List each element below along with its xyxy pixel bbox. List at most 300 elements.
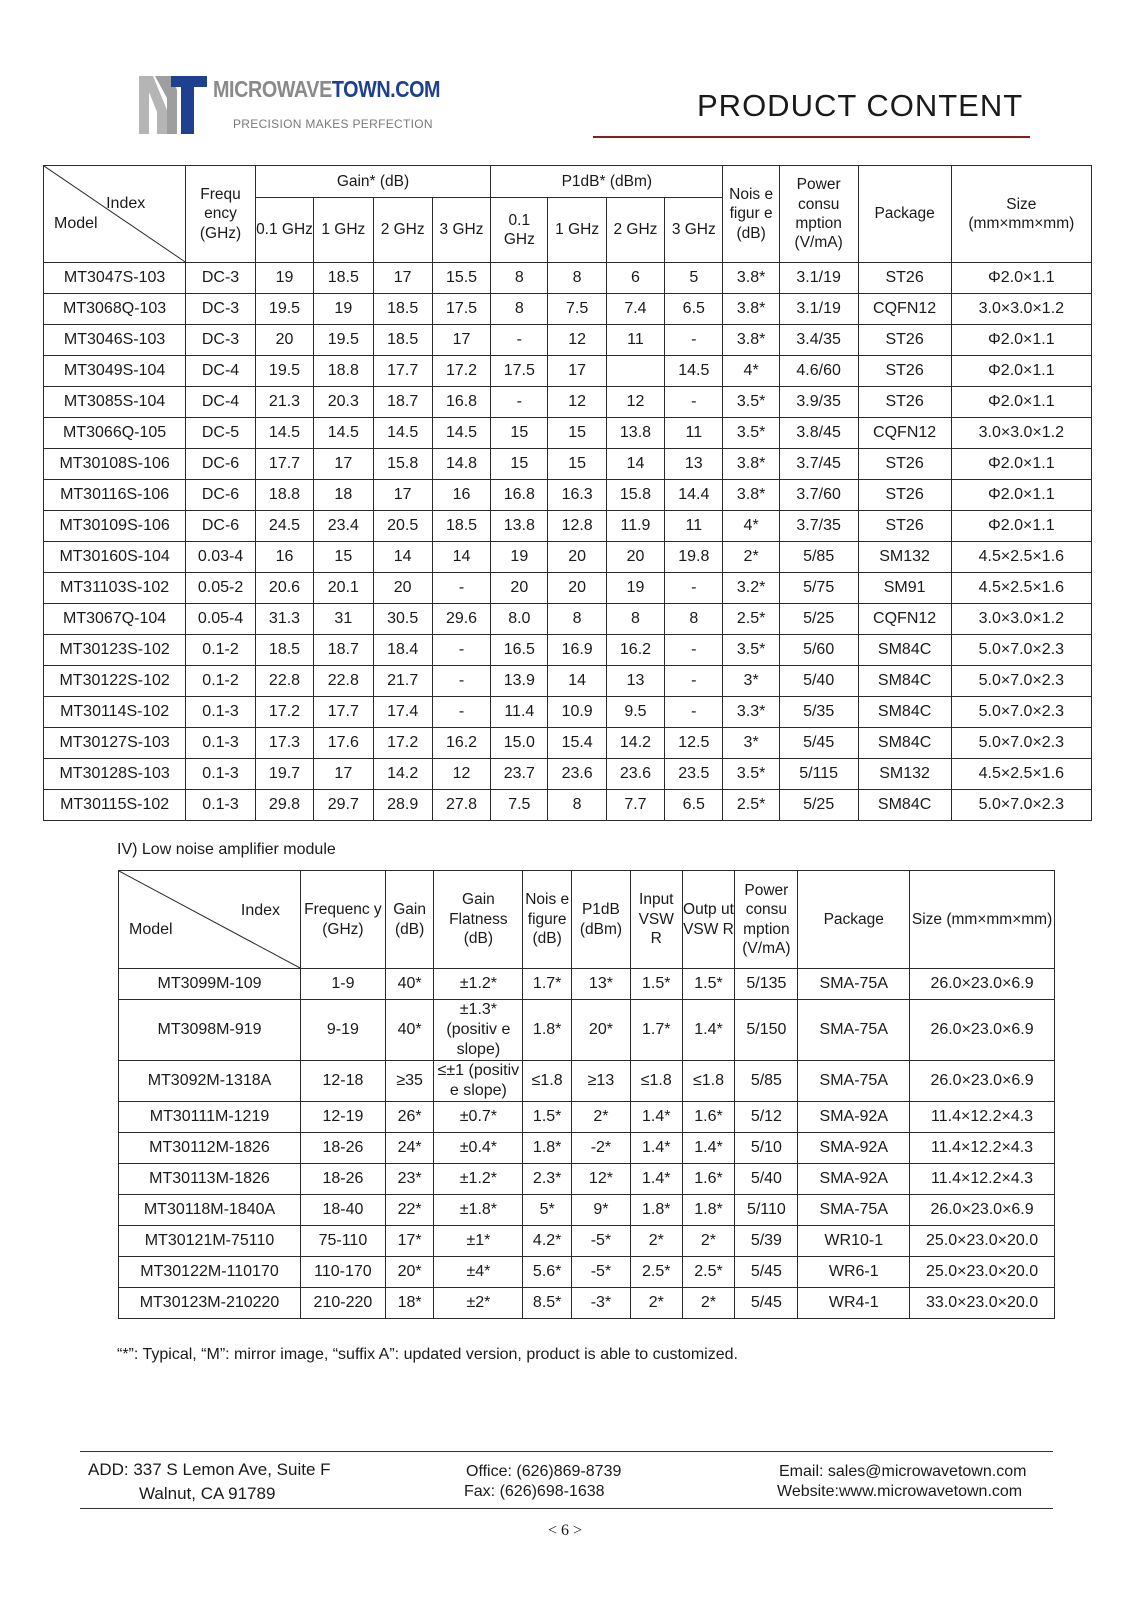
- table-cell: 1.8*: [630, 1195, 682, 1226]
- model-cell: MT3098M-919: [119, 1000, 301, 1061]
- table-cell: 14: [606, 449, 664, 480]
- table-cell: 7.7: [606, 790, 664, 821]
- table-cell: 27.8: [432, 790, 490, 821]
- table-cell: WR6-1: [798, 1257, 910, 1288]
- table-row: [119, 1257, 1055, 1288]
- table-cell: -: [432, 697, 490, 728]
- corner-index-label: Index: [106, 195, 146, 212]
- table-cell: 0.1-3: [186, 790, 256, 821]
- model-cell: MT3068Q-103: [44, 294, 186, 325]
- table-row: [44, 480, 1092, 511]
- table-cell: 3.3*: [723, 697, 779, 728]
- table-cell: 14.2: [606, 728, 664, 759]
- table-row: [119, 969, 1055, 1000]
- table-cell: 9-19: [301, 1000, 386, 1061]
- table-cell: 20.3: [314, 387, 373, 418]
- header-input-vswr: Input VSW R: [630, 871, 682, 969]
- header-p1db-3ghz: 3 GHz: [665, 198, 723, 263]
- table-cell: [606, 356, 664, 387]
- table-cell: 12: [548, 387, 606, 418]
- table-row: [44, 666, 1092, 697]
- table-cell: 8: [548, 604, 606, 635]
- table-cell: 11.4×12.2×4.3: [910, 1133, 1055, 1164]
- table-cell: 6.5: [665, 790, 723, 821]
- table-cell: 3.7/60: [779, 480, 858, 511]
- table-cell: WR10-1: [798, 1226, 910, 1257]
- model-cell: MT30111M-1219: [119, 1102, 301, 1133]
- table-cell: -: [432, 635, 490, 666]
- table-cell: 9.5: [606, 697, 664, 728]
- table-row: [44, 511, 1092, 542]
- table-cell: DC-4: [186, 387, 256, 418]
- table-cell: SMA-75A: [798, 1195, 910, 1226]
- table-cell: 22*: [385, 1195, 434, 1226]
- header-gain-flatness: Gain Flatness (dB): [434, 871, 523, 969]
- table-cell: 13: [606, 666, 664, 697]
- table-cell: 16.5: [491, 635, 548, 666]
- table-cell: 5/60: [779, 635, 858, 666]
- model-cell: MT30122S-102: [44, 666, 186, 697]
- model-cell: MT30113M-1826: [119, 1164, 301, 1195]
- table-cell: 12: [548, 325, 606, 356]
- table-cell: 19.5: [314, 325, 373, 356]
- table-cell: 14: [432, 542, 490, 573]
- table-row: [119, 1288, 1055, 1319]
- table-cell: 0.1-2: [186, 666, 256, 697]
- table-cell: 20: [606, 542, 664, 573]
- table-row: [44, 790, 1092, 821]
- table-cell: 8: [548, 263, 606, 294]
- table-cell: 1.7*: [630, 1000, 682, 1061]
- table-cell: ST26: [858, 325, 951, 356]
- corner-header: [44, 166, 186, 263]
- footer-bottom-rule: [80, 1508, 1053, 1509]
- table-cell: 18-26: [301, 1164, 386, 1195]
- model-cell: MT30121M-75110: [119, 1226, 301, 1257]
- table-cell: 5/40: [735, 1164, 798, 1195]
- table-cell: 3.0×3.0×1.2: [951, 418, 1091, 449]
- mt-logo-mark-icon: [137, 72, 209, 138]
- table-cell: 11: [665, 511, 723, 542]
- table-row: [44, 697, 1092, 728]
- model-cell: MT30128S-103: [44, 759, 186, 790]
- table-cell: 2*: [630, 1288, 682, 1319]
- table-cell: Φ2.0×1.1: [951, 263, 1091, 294]
- table-cell: 1.6*: [682, 1102, 735, 1133]
- logo-wordmark: MICROWAVETOWN.COM: [213, 76, 441, 102]
- table-cell: 19.5: [255, 356, 313, 387]
- table-cell: 33.0×23.0×20.0: [910, 1288, 1055, 1319]
- table-cell: 25.0×23.0×20.0: [910, 1226, 1055, 1257]
- table-cell: 1.4*: [682, 1000, 735, 1061]
- table-cell: 24*: [385, 1133, 434, 1164]
- table-cell: 14.4: [665, 480, 723, 511]
- table-cell: 5/35: [779, 697, 858, 728]
- table-cell: 6.5: [665, 294, 723, 325]
- table-cell: 13.8: [606, 418, 664, 449]
- footer-top-rule: [80, 1451, 1053, 1452]
- table-cell: CQFN12: [858, 604, 951, 635]
- table-cell: 26.0×23.0×6.9: [910, 1195, 1055, 1226]
- table-cell: 12: [606, 387, 664, 418]
- table-cell: SM84C: [858, 728, 951, 759]
- table-cell: 17.7: [255, 449, 313, 480]
- table-cell: 3.0×3.0×1.2: [951, 294, 1091, 325]
- model-cell: MT3092M-1318A: [119, 1061, 301, 1102]
- table-row: [44, 759, 1092, 790]
- table-cell: 5/85: [735, 1061, 798, 1102]
- table-cell: 5*: [523, 1195, 572, 1226]
- corner-model-label: Model: [54, 215, 98, 232]
- table-cell: ≤1.8: [523, 1061, 572, 1102]
- table-cell: 18.8: [314, 356, 373, 387]
- table-row: [44, 387, 1092, 418]
- company-logo: [137, 72, 441, 138]
- table-cell: 3.8*: [723, 480, 779, 511]
- table-cell: 17: [432, 325, 490, 356]
- model-cell: MT3085S-104: [44, 387, 186, 418]
- table-cell: 16.2: [606, 635, 664, 666]
- table-cell: ±4*: [434, 1257, 523, 1288]
- footer-website: Website:www.microwavetown.com: [777, 1483, 1023, 1500]
- table-cell: 29.6: [432, 604, 490, 635]
- table-cell: 5/12: [735, 1102, 798, 1133]
- table-cell: 210-220: [301, 1288, 386, 1319]
- model-cell: MT30115S-102: [44, 790, 186, 821]
- table-cell: 14: [548, 666, 606, 697]
- table-cell: 11.4×12.2×4.3: [910, 1164, 1055, 1195]
- table-cell: 15.0: [491, 728, 548, 759]
- table-cell: 13.8: [491, 511, 548, 542]
- corner-index-label: Index: [240, 902, 281, 919]
- table-cell: 8: [491, 294, 548, 325]
- table-cell: 16.8: [432, 387, 490, 418]
- table-cell: 15.4: [548, 728, 606, 759]
- table-cell: 1.8*: [523, 1000, 572, 1061]
- table-cell: 20: [548, 573, 606, 604]
- table-cell: 3.7/35: [779, 511, 858, 542]
- table-cell: 0.1-3: [186, 759, 256, 790]
- table-cell: 31.3: [255, 604, 313, 635]
- table-cell: 15: [314, 542, 373, 573]
- table-cell: 17.4: [373, 697, 432, 728]
- table-cell: 15: [548, 418, 606, 449]
- table-cell: 15: [548, 449, 606, 480]
- table-row: [44, 263, 1092, 294]
- table-cell: 3.0×3.0×1.2: [951, 604, 1091, 635]
- table-cell: 4.5×2.5×1.6: [951, 542, 1091, 573]
- table-cell: 5/75: [779, 573, 858, 604]
- table-cell: 23.6: [606, 759, 664, 790]
- table-cell: -: [665, 573, 723, 604]
- table-cell: 23*: [385, 1164, 434, 1195]
- logo-tagline: PRECISION MAKES PERFECTION: [233, 117, 433, 131]
- table-cell: 22.8: [255, 666, 313, 697]
- table-cell: DC-3: [186, 263, 256, 294]
- model-cell: MT3046S-103: [44, 325, 186, 356]
- table-cell: 18*: [385, 1288, 434, 1319]
- table-cell: ≥35: [385, 1061, 434, 1102]
- table-cell: 15.5: [432, 263, 490, 294]
- table-cell: ±0.4*: [434, 1133, 523, 1164]
- table-cell: 5.0×7.0×2.3: [951, 635, 1091, 666]
- model-cell: MT30112M-1826: [119, 1133, 301, 1164]
- header-size: Size (mm×mm×mm): [951, 166, 1091, 263]
- table-cell: ±1.2*: [434, 1164, 523, 1195]
- table-cell: Φ2.0×1.1: [951, 449, 1091, 480]
- header-gain-1ghz: 1 GHz: [314, 198, 373, 263]
- model-cell: MT30122M-110170: [119, 1257, 301, 1288]
- table-cell: 5/40: [779, 666, 858, 697]
- model-cell: MT3047S-103: [44, 263, 186, 294]
- table-row: [119, 1195, 1055, 1226]
- section-label: IV) Low noise amplifier module: [117, 841, 336, 858]
- table-cell: 1.4*: [630, 1133, 682, 1164]
- table-cell: 12*: [571, 1164, 630, 1195]
- table-cell: 17.2: [432, 356, 490, 387]
- table-cell: 6: [606, 263, 664, 294]
- model-cell: MT31103S-102: [44, 573, 186, 604]
- table-cell: 20*: [571, 1000, 630, 1061]
- table-cell: 17.2: [373, 728, 432, 759]
- table-cell: 17*: [385, 1226, 434, 1257]
- table-row: [119, 1102, 1055, 1133]
- table-cell: 3.2*: [723, 573, 779, 604]
- table-cell: 18.5: [314, 263, 373, 294]
- footnote: “*”: Typical, “M”: mirror image, “suffix A”: updated version, product is able to customized.: [117, 1346, 738, 1363]
- table-cell: 2.5*: [723, 604, 779, 635]
- table-cell: 2.5*: [682, 1257, 735, 1288]
- table-cell: 2*: [571, 1102, 630, 1133]
- header-noise-figure: Nois e figur e (dB): [723, 166, 779, 263]
- table-row: [44, 635, 1092, 666]
- table-cell: ≤±1 (positiv e slope): [434, 1061, 523, 1102]
- header-gain: Gain* (dB): [255, 166, 490, 198]
- table-cell: 5/115: [779, 759, 858, 790]
- table-cell: 21.3: [255, 387, 313, 418]
- table-cell: 7.4: [606, 294, 664, 325]
- table-cell: 18.5: [432, 511, 490, 542]
- table-cell: 0.05-4: [186, 604, 256, 635]
- table-cell: 40*: [385, 1000, 434, 1061]
- corner-header: [119, 871, 301, 969]
- table-cell: 15.8: [606, 480, 664, 511]
- table-cell: 17: [314, 449, 373, 480]
- table-cell: SM91: [858, 573, 951, 604]
- table-cell: 25.0×23.0×20.0: [910, 1257, 1055, 1288]
- table-cell: 17.5: [491, 356, 548, 387]
- table-cell: 5.0×7.0×2.3: [951, 666, 1091, 697]
- table-cell: 7.5: [548, 294, 606, 325]
- table-cell: SMA-75A: [798, 1061, 910, 1102]
- table-cell: 17: [373, 263, 432, 294]
- table-cell: SM84C: [858, 790, 951, 821]
- table-cell: 1.7*: [523, 969, 572, 1000]
- model-cell: MT3099M-109: [119, 969, 301, 1000]
- corner-model-label: Model: [129, 921, 173, 938]
- table-cell: 5.0×7.0×2.3: [951, 728, 1091, 759]
- table-cell: 12.8: [548, 511, 606, 542]
- table-cell: 18.4: [373, 635, 432, 666]
- table-cell: 5.6*: [523, 1257, 572, 1288]
- table-row: [44, 449, 1092, 480]
- table-cell: 17.5: [432, 294, 490, 325]
- table-cell: 3.9/35: [779, 387, 858, 418]
- table-row: [119, 1164, 1055, 1195]
- table1-body: [44, 263, 1092, 821]
- table-cell: 14.8: [432, 449, 490, 480]
- table-cell: SMA-75A: [798, 1000, 910, 1061]
- footer-email: Email: sales@microwavetown.com: [779, 1463, 1027, 1480]
- header-p1db-0.1ghz: 0.1 GHz: [491, 198, 548, 263]
- table-cell: 11: [606, 325, 664, 356]
- table-cell: 18.5: [373, 325, 432, 356]
- table-cell: 11.4: [491, 697, 548, 728]
- table-cell: 8.0: [491, 604, 548, 635]
- table-cell: 18.5: [373, 294, 432, 325]
- table-cell: 2.5*: [723, 790, 779, 821]
- table-cell: 11: [665, 418, 723, 449]
- table-cell: 1.5*: [682, 969, 735, 1000]
- table-cell: 22.8: [314, 666, 373, 697]
- table-cell: 26*: [385, 1102, 434, 1133]
- table-cell: 1.8*: [682, 1195, 735, 1226]
- header-output-vswr: Outp ut VSW R: [682, 871, 735, 969]
- header-noise-figure: Nois e figure (dB): [523, 871, 572, 969]
- table-cell: 4.6/60: [779, 356, 858, 387]
- table-cell: DC-3: [186, 325, 256, 356]
- table-row: [119, 1000, 1055, 1061]
- table-cell: 7.5: [491, 790, 548, 821]
- table-cell: 17: [373, 480, 432, 511]
- table-cell: 2.5*: [630, 1257, 682, 1288]
- model-cell: MT30160S-104: [44, 542, 186, 573]
- table-cell: DC-4: [186, 356, 256, 387]
- table-cell: 26.0×23.0×6.9: [910, 1000, 1055, 1061]
- table-cell: 3*: [723, 728, 779, 759]
- table-cell: 11.9: [606, 511, 664, 542]
- table-cell: 19: [491, 542, 548, 573]
- table-cell: DC-6: [186, 449, 256, 480]
- table-cell: 0.1-3: [186, 728, 256, 759]
- table-cell: 14.5: [314, 418, 373, 449]
- table-cell: 13: [665, 449, 723, 480]
- table-cell: 23.6: [548, 759, 606, 790]
- table-cell: 2*: [682, 1226, 735, 1257]
- table-cell: Φ2.0×1.1: [951, 356, 1091, 387]
- table-cell: -: [665, 697, 723, 728]
- model-cell: MT30118M-1840A: [119, 1195, 301, 1226]
- table-cell: Φ2.0×1.1: [951, 511, 1091, 542]
- table-cell: SMA-75A: [798, 969, 910, 1000]
- table-cell: 23.7: [491, 759, 548, 790]
- table-cell: SM132: [858, 542, 951, 573]
- table-cell: 17: [548, 356, 606, 387]
- table-cell: -: [491, 387, 548, 418]
- table-cell: 20.5: [373, 511, 432, 542]
- table-cell: 17.2: [255, 697, 313, 728]
- page-title: PRODUCT CONTENT: [697, 88, 1024, 123]
- table-cell: 18-40: [301, 1195, 386, 1226]
- table-cell: 4*: [723, 356, 779, 387]
- table-cell: 0.1-3: [186, 697, 256, 728]
- table-cell: 29.7: [314, 790, 373, 821]
- table-cell: ST26: [858, 480, 951, 511]
- model-cell: MT30123S-102: [44, 635, 186, 666]
- table-cell: ≤1.8: [682, 1061, 735, 1102]
- table2-body: [119, 969, 1055, 1319]
- table-cell: -3*: [571, 1288, 630, 1319]
- footer-address-line1: ADD: 337 S Lemon Ave, Suite F: [88, 1460, 331, 1479]
- table-cell: 18.7: [373, 387, 432, 418]
- table-cell: 5/150: [735, 1000, 798, 1061]
- table-cell: SM84C: [858, 697, 951, 728]
- page-number: < 6 >: [548, 1522, 583, 1539]
- table-cell: 4.5×2.5×1.6: [951, 759, 1091, 790]
- table-cell: 0.1-2: [186, 635, 256, 666]
- table-cell: 16: [255, 542, 313, 573]
- table-cell: 14.5: [432, 418, 490, 449]
- table-row: [44, 325, 1092, 356]
- table-cell: 4.5×2.5×1.6: [951, 573, 1091, 604]
- table-cell: 28.9: [373, 790, 432, 821]
- table-cell: 13.9: [491, 666, 548, 697]
- header-gain-0.1ghz: 0.1 GHz: [255, 198, 313, 263]
- table-cell: 1.6*: [682, 1164, 735, 1195]
- table-cell: ST26: [858, 263, 951, 294]
- table-cell: 17: [314, 759, 373, 790]
- table-cell: 0.03-4: [186, 542, 256, 573]
- table-cell: 19: [606, 573, 664, 604]
- header-frequency: Frequ ency (GHz): [186, 166, 256, 263]
- table-row: [44, 604, 1092, 635]
- table-row: [119, 1226, 1055, 1257]
- table-cell: -5*: [571, 1226, 630, 1257]
- header-size: Size (mm×mm×mm): [910, 871, 1055, 969]
- footer-fax: Fax: (626)698-1638: [464, 1483, 605, 1500]
- table-row: [44, 573, 1092, 604]
- table-cell: 12-18: [301, 1061, 386, 1102]
- table-cell: WR4-1: [798, 1288, 910, 1319]
- table-cell: 17.3: [255, 728, 313, 759]
- model-cell: MT3066Q-105: [44, 418, 186, 449]
- table-cell: 75-110: [301, 1226, 386, 1257]
- table-cell: 20: [548, 542, 606, 573]
- table-cell: 16.3: [548, 480, 606, 511]
- table-cell: 1-9: [301, 969, 386, 1000]
- table-cell: 3.8/45: [779, 418, 858, 449]
- table-cell: DC-5: [186, 418, 256, 449]
- model-cell: MT30108S-106: [44, 449, 186, 480]
- table-cell: Φ2.0×1.1: [951, 387, 1091, 418]
- table-cell: 20.6: [255, 573, 313, 604]
- table-cell: 1.5*: [630, 969, 682, 1000]
- title-underline: [593, 136, 1030, 138]
- table-cell: SMA-92A: [798, 1102, 910, 1133]
- table-cell: 10.9: [548, 697, 606, 728]
- table-cell: 5.0×7.0×2.3: [951, 790, 1091, 821]
- table-cell: 1.8*: [523, 1133, 572, 1164]
- table-cell: 23.5: [665, 759, 723, 790]
- table-cell: 5/10: [735, 1133, 798, 1164]
- table-cell: 1.4*: [630, 1164, 682, 1195]
- table-cell: 5/85: [779, 542, 858, 573]
- table-cell: 21.7: [373, 666, 432, 697]
- header-frequency: Frequenc y (GHz): [301, 871, 386, 969]
- table-cell: 18.5: [255, 635, 313, 666]
- table-cell: 14.2: [373, 759, 432, 790]
- table-cell: 18.8: [255, 480, 313, 511]
